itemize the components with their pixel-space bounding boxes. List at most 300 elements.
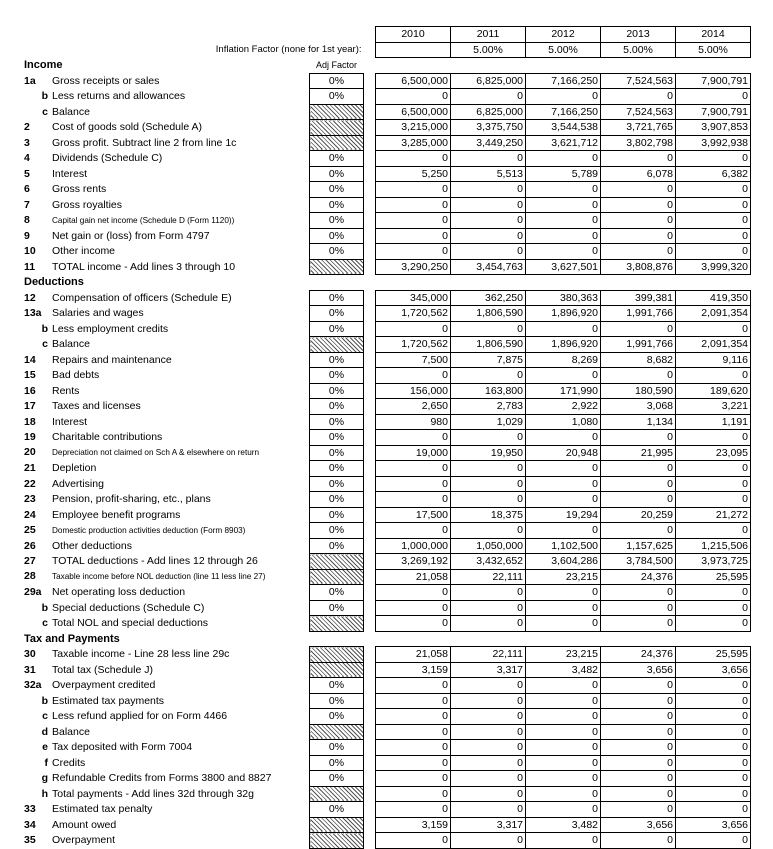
line-label [22,135,310,151]
value-cell-2014[interactable]: 419,350 [676,290,751,306]
adj-factor-cell[interactable]: 0% [310,383,364,399]
inflation-2012[interactable]: 5.00% [526,42,601,58]
value-cell-2010[interactable]: 3,269,192 [376,554,451,570]
value-cell-2013[interactable]: 0 [601,182,676,198]
line-label [22,647,310,663]
line-number: h [41,787,48,800]
value-cell-2010[interactable]: 3,159 [376,817,451,833]
value-cell-2014[interactable]: 25,595 [676,647,751,663]
value-cell-2011[interactable]: 0 [451,709,526,725]
value-cell-2012[interactable]: 0 [526,213,601,229]
value-cell-2012[interactable]: 0 [526,197,601,213]
value-cell-2011[interactable]: 3,449,250 [451,135,526,151]
value-cell-2013[interactable]: 1,991,766 [601,337,676,353]
value-cell-2012[interactable]: 0 [526,616,601,632]
value-cell-2011[interactable]: 0 [451,321,526,337]
value-cell-2014[interactable]: 0 [676,678,751,694]
value-cell-2012[interactable]: 2,922 [526,399,601,415]
value-cell-2014[interactable]: 0 [676,228,751,244]
inflation-2013[interactable]: 5.00% [601,42,676,58]
value-cell-2013[interactable]: 0 [601,492,676,508]
adj-factor-cell[interactable]: 0% [310,538,364,554]
value-cell-2014[interactable]: 0 [676,523,751,539]
value-cell-2014[interactable]: 189,620 [676,383,751,399]
value-cell-2014[interactable]: 0 [676,755,751,771]
value-cell-2012[interactable]: 1,080 [526,414,601,430]
value-cell-2014[interactable]: 0 [676,600,751,616]
value-cell-2014[interactable]: 1,191 [676,414,751,430]
adj-factor-cell[interactable]: 0% [310,461,364,477]
line-number: b [41,601,48,614]
adj-factor-cell[interactable]: 0% [310,755,364,771]
value-cell-2014[interactable]: 25,595 [676,569,751,585]
value-cell-2012[interactable]: 0 [526,476,601,492]
value-cell-2012[interactable]: 0 [526,740,601,756]
line-number: 8 [24,213,30,226]
value-cell-2013[interactable]: 0 [601,802,676,818]
value-cell-2012[interactable]: 0 [526,523,601,539]
value-cell-2010[interactable]: 0 [376,89,451,105]
value-cell-2011[interactable]: 0 [451,802,526,818]
value-cell-2014[interactable]: 2,091,354 [676,306,751,322]
adj-factor-cell[interactable]: 0% [310,507,364,523]
value-cell-2011[interactable]: 0 [451,740,526,756]
value-cell-2013[interactable]: 0 [601,430,676,446]
value-cell-2014[interactable]: 0 [676,833,751,849]
value-cell-2011[interactable]: 163,800 [451,383,526,399]
adj-factor-cell[interactable]: 0% [310,678,364,694]
value-cell-2012[interactable]: 7,166,250 [526,104,601,120]
value-cell-2014[interactable]: 0 [676,213,751,229]
value-cell-2013[interactable]: 0 [601,368,676,384]
adj-factor-cell[interactable]: 0% [310,306,364,322]
value-cell-2013[interactable]: 0 [601,709,676,725]
value-cell-2013[interactable]: 0 [601,228,676,244]
adj-factor-cell[interactable]: 0% [310,244,364,260]
value-cell-2011[interactable]: 5,513 [451,166,526,182]
value-cell-2014[interactable]: 0 [676,368,751,384]
value-cell-2012[interactable]: 0 [526,755,601,771]
line-number: e [42,741,48,754]
value-cell-2010[interactable]: 21,058 [376,647,451,663]
value-cell-2014[interactable]: 0 [676,616,751,632]
value-cell-2013[interactable]: 0 [601,476,676,492]
value-cell-2011[interactable]: 0 [451,771,526,787]
value-cell-2013[interactable]: 0 [601,786,676,802]
value-cell-2014[interactable]: 0 [676,693,751,709]
value-cell-2013[interactable]: 1,157,625 [601,538,676,554]
value-cell-2014[interactable]: 0 [676,724,751,740]
value-cell-2010[interactable]: 5,250 [376,166,451,182]
adj-factor-cell[interactable]: 0% [310,197,364,213]
adj-factor-cell[interactable]: 0% [310,585,364,601]
value-cell-2011[interactable]: 3,432,652 [451,554,526,570]
adj-factor-cell[interactable]: 0% [310,213,364,229]
adj-factor-cell[interactable]: 0% [310,73,364,89]
value-cell-2011[interactable]: 0 [451,492,526,508]
value-cell-2011[interactable]: 1,806,590 [451,306,526,322]
value-cell-2010[interactable]: 0 [376,802,451,818]
line-number: 17 [24,400,36,413]
value-cell-2014[interactable]: 9,116 [676,352,751,368]
value-cell-2013[interactable]: 3,656 [601,817,676,833]
adj-factor-cell[interactable]: 0% [310,430,364,446]
value-cell-2012[interactable]: 0 [526,833,601,849]
value-cell-2011[interactable]: 2,783 [451,399,526,415]
value-cell-2012[interactable]: 1,896,920 [526,337,601,353]
value-cell-2010[interactable]: 0 [376,755,451,771]
value-cell-2010[interactable]: 0 [376,492,451,508]
value-cell-2013[interactable]: 7,524,563 [601,73,676,89]
value-cell-2013[interactable]: 0 [601,616,676,632]
value-cell-2010[interactable]: 0 [376,523,451,539]
value-cell-2010[interactable]: 0 [376,244,451,260]
value-cell-2014[interactable]: 0 [676,476,751,492]
value-cell-2013[interactable]: 0 [601,771,676,787]
value-cell-2012[interactable]: 0 [526,321,601,337]
inflation-2014[interactable]: 5.00% [676,42,751,58]
value-cell-2011[interactable]: 18,375 [451,507,526,523]
value-cell-2011[interactable]: 6,825,000 [451,104,526,120]
value-cell-2012[interactable]: 3,621,712 [526,135,601,151]
value-cell-2010[interactable]: 0 [376,368,451,384]
value-cell-2010[interactable]: 156,000 [376,383,451,399]
value-cell-2010[interactable]: 3,215,000 [376,120,451,136]
value-cell-2011[interactable]: 0 [451,461,526,477]
value-cell-2011[interactable]: 0 [451,724,526,740]
value-cell-2010[interactable]: 1,720,562 [376,337,451,353]
value-cell-2011[interactable]: 3,375,750 [451,120,526,136]
value-cell-2010[interactable]: 0 [376,709,451,725]
value-cell-2013[interactable]: 3,068 [601,399,676,415]
value-cell-2014[interactable]: 3,999,320 [676,259,751,275]
value-cell-2010[interactable]: 0 [376,461,451,477]
value-cell-2010[interactable]: 0 [376,678,451,694]
value-cell-2010[interactable]: 0 [376,600,451,616]
value-cell-2014[interactable]: 23,095 [676,445,751,461]
value-cell-2013[interactable]: 0 [601,461,676,477]
value-cell-2013[interactable]: 0 [601,755,676,771]
value-cell-2010[interactable]: 980 [376,414,451,430]
value-cell-2011[interactable]: 6,825,000 [451,73,526,89]
value-cell-2012[interactable]: 5,789 [526,166,601,182]
value-cell-2012[interactable]: 3,544,538 [526,120,601,136]
value-cell-2013[interactable]: 7,524,563 [601,104,676,120]
adj-factor-cell[interactable]: 0% [310,321,364,337]
value-cell-2012[interactable]: 7,166,250 [526,73,601,89]
value-cell-2010[interactable]: 7,500 [376,352,451,368]
value-cell-2012[interactable]: 0 [526,600,601,616]
value-cell-2013[interactable]: 0 [601,89,676,105]
value-cell-2010[interactable]: 3,285,000 [376,135,451,151]
line-description: Taxable income before NOL deduction (line 11 less line 27) [52,572,266,582]
table-row [22,507,751,523]
value-cell-2013[interactable]: 0 [601,693,676,709]
value-cell-2012[interactable]: 0 [526,771,601,787]
value-cell-2010[interactable]: 0 [376,585,451,601]
value-cell-2010[interactable]: 19,000 [376,445,451,461]
value-cell-2014[interactable]: 3,656 [676,817,751,833]
value-cell-2013[interactable]: 20,259 [601,507,676,523]
value-cell-2012[interactable]: 23,215 [526,647,601,663]
value-cell-2014[interactable]: 0 [676,740,751,756]
value-cell-2014[interactable]: 3,656 [676,662,751,678]
value-cell-2011[interactable]: 0 [451,368,526,384]
value-cell-2011[interactable]: 0 [451,151,526,167]
value-cell-2013[interactable]: 0 [601,523,676,539]
adj-factor-cell[interactable]: 0% [310,600,364,616]
value-cell-2012[interactable]: 0 [526,802,601,818]
value-cell-2011[interactable]: 19,950 [451,445,526,461]
adj-factor-cell[interactable]: 0% [310,368,364,384]
value-cell-2010[interactable]: 6,500,000 [376,104,451,120]
value-cell-2014[interactable]: 0 [676,771,751,787]
value-cell-2010[interactable]: 21,058 [376,569,451,585]
value-cell-2013[interactable]: 3,721,765 [601,120,676,136]
value-cell-2012[interactable]: 3,627,501 [526,259,601,275]
value-cell-2014[interactable]: 0 [676,802,751,818]
value-cell-2011[interactable]: 3,454,763 [451,259,526,275]
value-cell-2010[interactable]: 0 [376,724,451,740]
value-cell-2013[interactable]: 8,682 [601,352,676,368]
value-cell-2011[interactable]: 22,111 [451,569,526,585]
value-cell-2012[interactable]: 0 [526,492,601,508]
value-cell-2014[interactable]: 3,907,853 [676,120,751,136]
value-cell-2012[interactable]: 8,269 [526,352,601,368]
inflation-2011[interactable]: 5.00% [451,42,526,58]
value-cell-2013[interactable]: 0 [601,151,676,167]
value-cell-2012[interactable]: 0 [526,182,601,198]
line-label [22,73,310,89]
value-cell-2011[interactable]: 1,050,000 [451,538,526,554]
adj-factor-cell[interactable]: 0% [310,693,364,709]
value-cell-2011[interactable]: 0 [451,786,526,802]
value-cell-2010[interactable]: 6,500,000 [376,73,451,89]
value-cell-2010[interactable]: 1,720,562 [376,306,451,322]
value-cell-2012[interactable]: 380,363 [526,290,601,306]
value-cell-2010[interactable]: 0 [376,476,451,492]
adj-factor-cell[interactable]: 0% [310,182,364,198]
value-cell-2012[interactable]: 0 [526,585,601,601]
adj-factor-cell[interactable]: 0% [310,802,364,818]
value-cell-2011[interactable]: 0 [451,600,526,616]
value-cell-2012[interactable]: 0 [526,228,601,244]
value-cell-2014[interactable]: 3,973,725 [676,554,751,570]
value-cell-2010[interactable]: 3,159 [376,662,451,678]
value-cell-2014[interactable]: 21,272 [676,507,751,523]
value-cell-2010[interactable]: 0 [376,430,451,446]
value-cell-2010[interactable]: 345,000 [376,290,451,306]
adj-factor-cell[interactable]: 0% [310,709,364,725]
value-cell-2013[interactable]: 0 [601,833,676,849]
table-row [22,647,751,663]
value-cell-2013[interactable]: 3,808,876 [601,259,676,275]
value-cell-2011[interactable]: 0 [451,755,526,771]
value-cell-2014[interactable]: 7,900,791 [676,104,751,120]
value-cell-2013[interactable]: 3,656 [601,662,676,678]
value-cell-2012[interactable]: 171,990 [526,383,601,399]
line-label [22,833,310,849]
value-cell-2010[interactable]: 1,000,000 [376,538,451,554]
value-cell-2014[interactable]: 0 [676,461,751,477]
year-header-row [22,27,751,43]
value-cell-2014[interactable]: 0 [676,492,751,508]
value-cell-2012[interactable]: 0 [526,89,601,105]
value-cell-2012[interactable]: 23,215 [526,569,601,585]
value-cell-2013[interactable]: 180,590 [601,383,676,399]
value-cell-2014[interactable]: 0 [676,89,751,105]
value-cell-2010[interactable]: 0 [376,182,451,198]
value-cell-2011[interactable]: 0 [451,228,526,244]
value-cell-2011[interactable]: 0 [451,182,526,198]
value-cell-2013[interactable]: 24,376 [601,569,676,585]
adj-factor-cell[interactable]: 0% [310,740,364,756]
value-cell-2012[interactable]: 3,482 [526,817,601,833]
value-cell-2014[interactable]: 2,091,354 [676,337,751,353]
value-cell-2011[interactable]: 3,317 [451,817,526,833]
value-cell-2010[interactable]: 3,290,250 [376,259,451,275]
value-cell-2014[interactable]: 7,900,791 [676,73,751,89]
value-cell-2010[interactable]: 0 [376,740,451,756]
line-description: Net operating loss deduction [52,586,186,599]
line-number: 19 [24,431,36,444]
value-cell-2014[interactable]: 6,382 [676,166,751,182]
value-cell-2013[interactable]: 24,376 [601,647,676,663]
value-cell-2011[interactable]: 3,317 [451,662,526,678]
value-cell-2011[interactable]: 0 [451,476,526,492]
value-cell-2011[interactable]: 0 [451,213,526,229]
value-cell-2012[interactable]: 0 [526,678,601,694]
value-cell-2014[interactable]: 0 [676,182,751,198]
value-cell-2010[interactable]: 0 [376,616,451,632]
value-cell-2010[interactable]: 0 [376,151,451,167]
adj-factor-cell[interactable]: 0% [310,476,364,492]
value-cell-2010[interactable]: 2,650 [376,399,451,415]
value-cell-2012[interactable]: 0 [526,724,601,740]
adj-factor-cell[interactable]: 0% [310,771,364,787]
value-cell-2014[interactable]: 0 [676,151,751,167]
adj-factor-cell[interactable]: 0% [310,445,364,461]
value-cell-2012[interactable]: 1,896,920 [526,306,601,322]
value-cell-2014[interactable]: 3,221 [676,399,751,415]
value-cell-2013[interactable]: 0 [601,244,676,260]
line-number: g [41,772,48,785]
value-cell-2013[interactable]: 0 [601,724,676,740]
adj-factor-cell[interactable]: 0% [310,523,364,539]
value-cell-2012[interactable]: 0 [526,786,601,802]
value-cell-2013[interactable]: 6,078 [601,166,676,182]
value-cell-2012[interactable]: 0 [526,368,601,384]
value-cell-2014[interactable]: 3,992,938 [676,135,751,151]
value-cell-2014[interactable]: 0 [676,709,751,725]
value-cell-2014[interactable]: 0 [676,430,751,446]
value-cell-2010[interactable]: 0 [376,213,451,229]
value-cell-2011[interactable]: 0 [451,89,526,105]
adj-factor-cell[interactable]: 0% [310,399,364,415]
line-number: 12 [24,291,36,304]
value-cell-2011[interactable]: 7,875 [451,352,526,368]
value-cell-2010[interactable]: 0 [376,228,451,244]
value-cell-2013[interactable]: 0 [601,740,676,756]
value-cell-2011[interactable]: 0 [451,430,526,446]
line-number: 23 [24,493,36,506]
value-cell-2012[interactable]: 19,294 [526,507,601,523]
value-cell-2011[interactable]: 0 [451,244,526,260]
value-cell-2012[interactable]: 1,102,500 [526,538,601,554]
value-cell-2011[interactable]: 0 [451,585,526,601]
value-cell-2013[interactable]: 0 [601,600,676,616]
value-cell-2014[interactable]: 0 [676,244,751,260]
value-cell-2012[interactable]: 0 [526,151,601,167]
value-cell-2014[interactable]: 0 [676,585,751,601]
table-row [22,104,751,120]
value-cell-2013[interactable]: 0 [601,213,676,229]
value-cell-2012[interactable]: 20,948 [526,445,601,461]
adj-factor-cell[interactable]: 0% [310,166,364,182]
adj-factor-cell[interactable]: 0% [310,228,364,244]
adj-factor-cell[interactable]: 0% [310,492,364,508]
adj-factor-cell[interactable]: 0% [310,290,364,306]
value-cell-2011[interactable]: 0 [451,616,526,632]
value-cell-2011[interactable]: 0 [451,833,526,849]
value-cell-2012[interactable]: 0 [526,693,601,709]
value-cell-2013[interactable]: 1,134 [601,414,676,430]
line-description: Charitable contributions [52,431,163,444]
value-cell-2012[interactable]: 0 [526,709,601,725]
value-cell-2011[interactable]: 0 [451,197,526,213]
value-cell-2014[interactable]: 0 [676,197,751,213]
value-cell-2011[interactable]: 362,250 [451,290,526,306]
value-cell-2013[interactable]: 1,991,766 [601,306,676,322]
inflation-2010[interactable] [376,42,451,58]
value-cell-2011[interactable]: 0 [451,693,526,709]
value-cell-2014[interactable]: 0 [676,786,751,802]
value-cell-2010[interactable]: 0 [376,771,451,787]
adj-factor-cell[interactable]: 0% [310,89,364,105]
value-cell-2010[interactable]: 0 [376,833,451,849]
value-cell-2013[interactable]: 0 [601,197,676,213]
value-cell-2011[interactable]: 22,111 [451,647,526,663]
value-cell-2013[interactable]: 0 [601,585,676,601]
value-cell-2012[interactable]: 3,482 [526,662,601,678]
value-cell-2010[interactable]: 0 [376,321,451,337]
value-cell-2011[interactable]: 0 [451,523,526,539]
value-cell-2012[interactable]: 0 [526,461,601,477]
value-cell-2012[interactable]: 0 [526,430,601,446]
value-cell-2011[interactable]: 1,029 [451,414,526,430]
adj-factor-cell[interactable]: 0% [310,151,364,167]
value-cell-2013[interactable]: 3,784,500 [601,554,676,570]
value-cell-2013[interactable]: 0 [601,321,676,337]
value-cell-2013[interactable]: 3,802,798 [601,135,676,151]
value-cell-2014[interactable]: 1,215,506 [676,538,751,554]
value-cell-2013[interactable]: 21,995 [601,445,676,461]
value-cell-2010[interactable]: 0 [376,693,451,709]
value-cell-2011[interactable]: 1,806,590 [451,337,526,353]
value-cell-2012[interactable]: 3,604,286 [526,554,601,570]
value-cell-2013[interactable]: 399,381 [601,290,676,306]
value-cell-2012[interactable]: 0 [526,244,601,260]
value-cell-2010[interactable]: 0 [376,786,451,802]
adj-factor-cell[interactable]: 0% [310,352,364,368]
value-cell-2010[interactable]: 0 [376,197,451,213]
value-cell-2014[interactable]: 0 [676,321,751,337]
value-cell-2011[interactable]: 0 [451,678,526,694]
line-number: 9 [24,229,30,242]
adj-factor-cell[interactable]: 0% [310,414,364,430]
value-cell-2010[interactable]: 17,500 [376,507,451,523]
value-cell-2013[interactable]: 0 [601,678,676,694]
